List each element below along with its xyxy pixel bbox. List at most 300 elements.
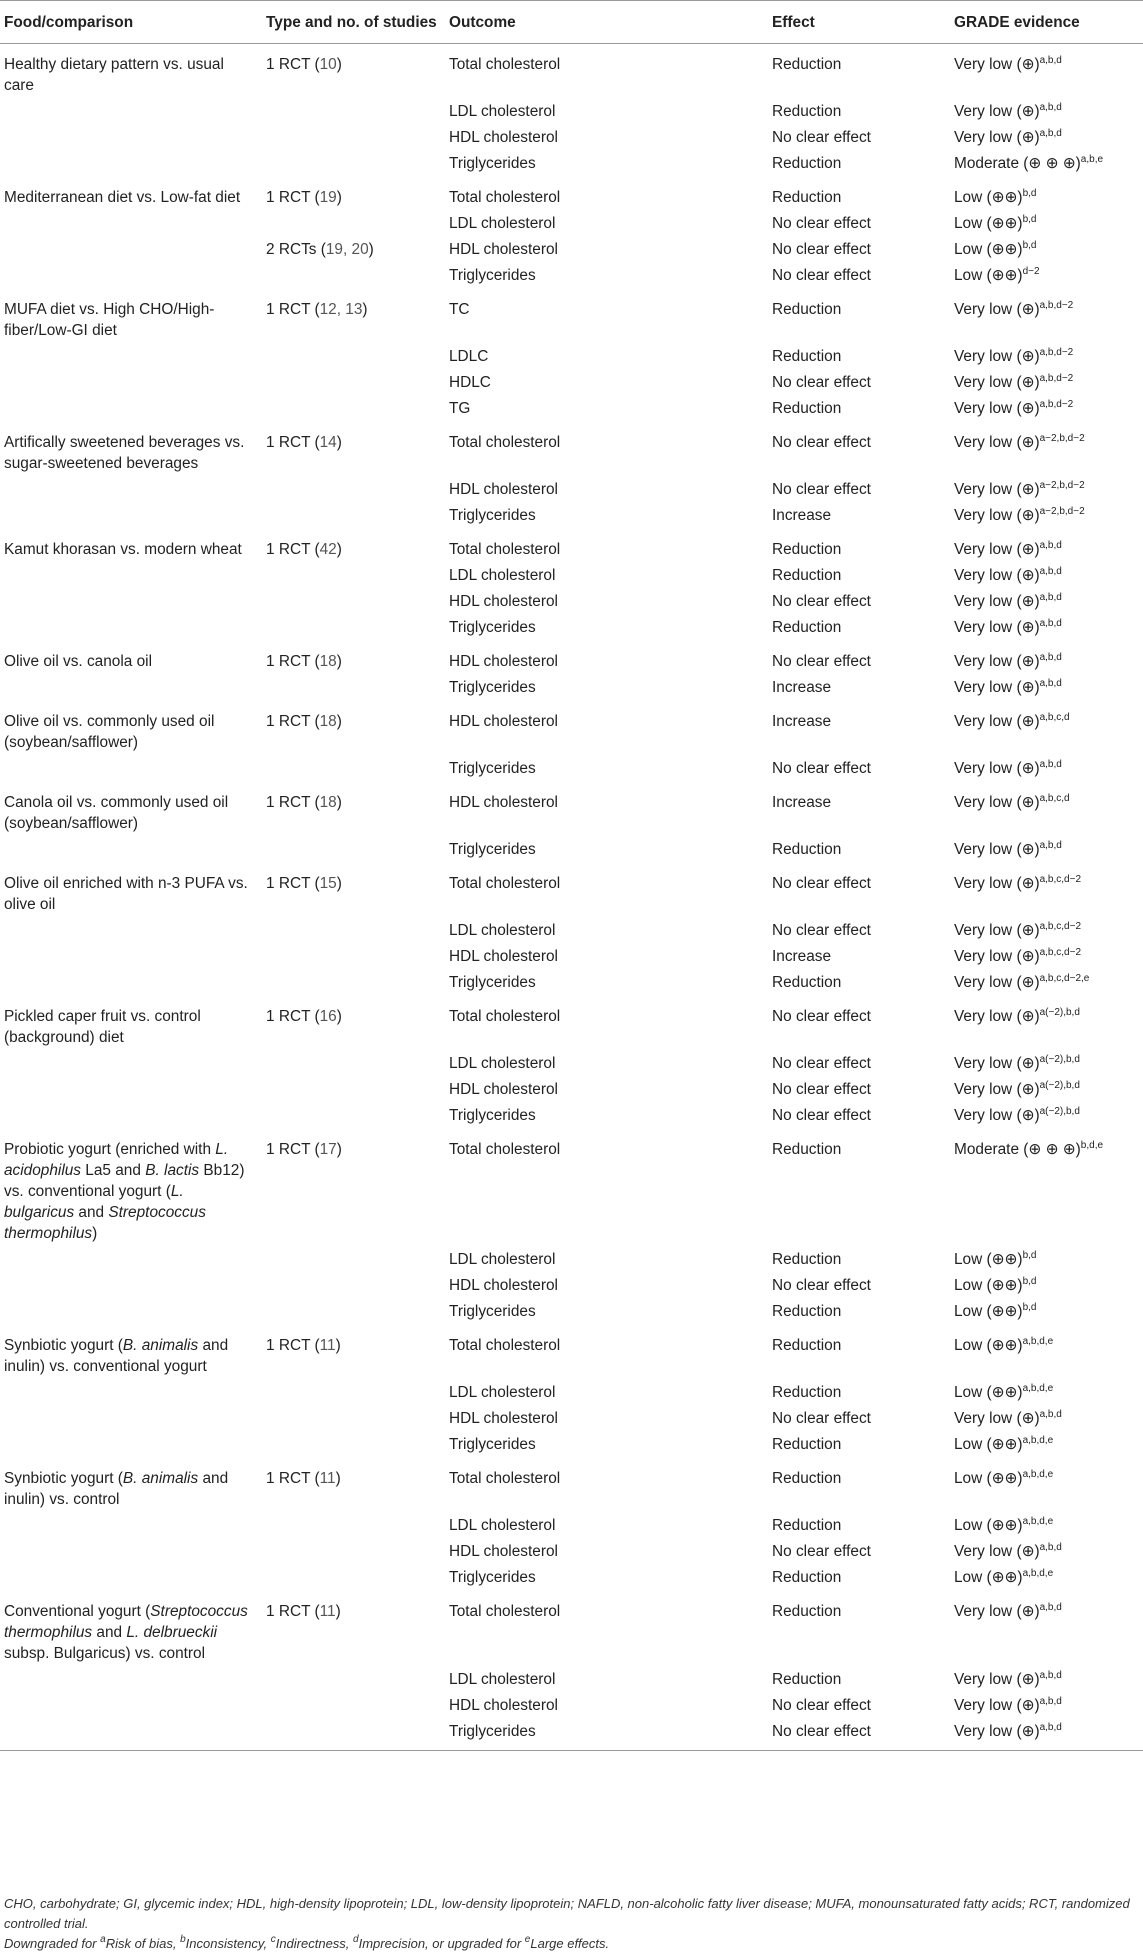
- outcome-cell: Triglycerides: [449, 267, 536, 284]
- grade-evidence-cell: [950, 615, 1143, 641]
- effect-cell: No clear effect: [772, 760, 871, 777]
- reference-link[interactable]: 17: [319, 1141, 337, 1158]
- effect-cell: Increase: [772, 794, 832, 811]
- outcome-cell: LDL cholesterol: [449, 1384, 556, 1401]
- reference-link[interactable]: 14: [319, 434, 337, 451]
- reference-link[interactable]: 18: [319, 794, 337, 811]
- grade-text: Very low (⊕): [954, 713, 1040, 730]
- grade-evidence-cell: [950, 970, 1143, 996]
- study-type-cell: [262, 237, 445, 263]
- grade-superscript: a,b,d: [1039, 1542, 1062, 1553]
- downgrade-note: [4, 1934, 1139, 1954]
- study-type-cell: [262, 1458, 445, 1513]
- grade-text: Very low (⊕): [954, 1081, 1040, 1098]
- grade-evidence-cell: [950, 1565, 1143, 1591]
- effect-cell: Reduction: [772, 1141, 842, 1158]
- table-row: [0, 1299, 1143, 1325]
- food-comparison-cell: [0, 1432, 262, 1458]
- outcome-cell: LDL cholesterol: [449, 1671, 556, 1688]
- study-type-cell: [262, 1719, 445, 1751]
- outcome-cell: Total cholesterol: [449, 875, 561, 892]
- effect-cell: Reduction: [772, 189, 842, 206]
- footnote-marker: e: [524, 1934, 531, 1945]
- grade-superscript: a,b,d: [1039, 55, 1062, 66]
- study-type-cell: [262, 1129, 445, 1247]
- food-comparison-cell: [0, 503, 262, 529]
- grade-text: Very low (⊕): [954, 1410, 1040, 1427]
- food-comparison-cell: [0, 1247, 262, 1273]
- outcome-cell: LDL cholesterol: [449, 103, 556, 120]
- effect-cell: Reduction: [772, 1470, 842, 1487]
- study-type-close: ): [335, 1337, 341, 1354]
- table-row: [0, 1103, 1143, 1129]
- grade-text: Very low (⊕): [954, 794, 1040, 811]
- effect-cell: Reduction: [772, 103, 842, 120]
- grade-superscript: a,b,d: [1039, 1409, 1062, 1420]
- grade-superscript: a,b,c,d: [1039, 712, 1070, 723]
- grade-evidence-cell: [950, 1513, 1143, 1539]
- food-comparison-cell: [0, 1299, 262, 1325]
- outcome-cell: LDL cholesterol: [449, 567, 556, 584]
- table-row: [0, 675, 1143, 701]
- grade-text: Very low (⊕): [954, 434, 1040, 451]
- grade-superscript: a,b,d: [1039, 592, 1062, 603]
- food-comparison-cell: [0, 125, 262, 151]
- grade-text: Very low (⊕): [954, 593, 1040, 610]
- grade-evidence-cell: [950, 263, 1143, 289]
- food-comparison-text: Mediterranean diet vs. Low-fat diet: [4, 189, 241, 206]
- study-type-cell: [262, 370, 445, 396]
- grade-evidence-cell: [950, 503, 1143, 529]
- grade-superscript: a,b,d: [1039, 1722, 1062, 1733]
- grade-superscript: a,b,d,e: [1022, 1568, 1054, 1579]
- food-comparison-text: Canola oil vs. commonly used oil (soybean/safflower): [4, 794, 229, 832]
- grade-text: Moderate (⊕ ⊕ ⊕): [954, 1141, 1081, 1158]
- table-row: [0, 756, 1143, 782]
- study-type-text: 1 RCT (: [266, 713, 320, 730]
- study-type-cell: [262, 1539, 445, 1565]
- table-row: [0, 641, 1143, 675]
- grade-evidence-cell: [950, 1051, 1143, 1077]
- grade-evidence-cell: [950, 44, 1143, 100]
- grade-text: Low (⊕⊕): [954, 1384, 1023, 1401]
- study-type-close: ): [336, 541, 342, 558]
- grade-superscript: b,d: [1022, 214, 1037, 225]
- food-comparison-cell: [0, 1513, 262, 1539]
- food-comparison-cell: [0, 837, 262, 863]
- grade-superscript: a,b,d: [1039, 102, 1062, 113]
- grade-text: Very low (⊕): [954, 922, 1040, 939]
- food-comparison-cell: [0, 211, 262, 237]
- grade-text: Low (⊕⊕): [954, 267, 1023, 284]
- table-header: [0, 1, 1143, 44]
- outcome-cell: Total cholesterol: [449, 1141, 561, 1158]
- study-type-cell: [262, 970, 445, 996]
- study-type-cell: [262, 918, 445, 944]
- table-row: [0, 177, 1143, 211]
- study-type-cell: [262, 344, 445, 370]
- table-row: [0, 615, 1143, 641]
- outcome-cell: HDL cholesterol: [449, 1543, 558, 1560]
- food-comparison-cell: [0, 1051, 262, 1077]
- outcome-cell: Total cholesterol: [449, 434, 561, 451]
- grade-text: Very low (⊕): [954, 875, 1040, 892]
- grade-evidence-cell: [950, 589, 1143, 615]
- grade-superscript: a,b,d−2: [1039, 347, 1074, 358]
- grade-text: Very low (⊕): [954, 400, 1040, 417]
- study-type-cell: [262, 1103, 445, 1129]
- effect-cell: No clear effect: [772, 129, 871, 146]
- grade-superscript: a−2,b,d−2: [1039, 506, 1085, 517]
- grade-superscript: a,b,d: [1039, 128, 1062, 139]
- table-row: [0, 1667, 1143, 1693]
- grade-text: Very low (⊕): [954, 948, 1040, 965]
- outcome-cell: HDL cholesterol: [449, 948, 558, 965]
- grade-superscript: a,b,d−2: [1039, 399, 1074, 410]
- study-type-cell: [262, 589, 445, 615]
- food-comparison-text: Pickled caper fruit vs. control (background) diet: [4, 1008, 201, 1046]
- grade-evidence-cell: [950, 563, 1143, 589]
- study-type-cell: [262, 503, 445, 529]
- food-comparison-cell: [0, 396, 262, 422]
- study-type-cell: [262, 177, 445, 211]
- study-type-cell: [262, 44, 445, 100]
- grade-evidence-cell: [950, 1432, 1143, 1458]
- food-comparison-cell: [0, 1539, 262, 1565]
- food-comparison-cell: [0, 944, 262, 970]
- food-comparison-cell: [0, 1667, 262, 1693]
- reference-link[interactable]: 11: [319, 1470, 336, 1487]
- outcome-cell: LDL cholesterol: [449, 1517, 556, 1534]
- grade-evidence-cell: [950, 756, 1143, 782]
- study-type-cell: [262, 1406, 445, 1432]
- grade-evidence-cell: [950, 641, 1143, 675]
- food-comparison-text: Olive oil vs. commonly used oil (soybean/safflower): [4, 713, 215, 751]
- grade-text: Very low (⊕): [954, 1603, 1040, 1620]
- food-comparison-cell: [0, 615, 262, 641]
- table-row: [0, 370, 1143, 396]
- table-row: [0, 1719, 1143, 1751]
- grade-evidence-cell: [950, 1273, 1143, 1299]
- table-row: [0, 1539, 1143, 1565]
- study-type-cell: [262, 1380, 445, 1406]
- footnote-text: Large effects.: [530, 1936, 610, 1951]
- study-type-text: 1 RCT (: [266, 56, 320, 73]
- reference-link[interactable]: 11: [319, 1603, 336, 1620]
- grade-text: Low (⊕⊕): [954, 1337, 1023, 1354]
- food-comparison-text: Synbiotic yogurt (B. animalis and inulin) vs. conventional yogurt: [4, 1337, 229, 1375]
- outcome-cell: HDL cholesterol: [449, 481, 558, 498]
- outcome-cell: Total cholesterol: [449, 541, 561, 558]
- effect-cell: No clear effect: [772, 434, 871, 451]
- table-row: [0, 837, 1143, 863]
- footnote-text: Imprecision, or upgraded for: [358, 1936, 525, 1951]
- grade-text: Very low (⊕): [954, 653, 1040, 670]
- grade-superscript: a,b,c,d−2: [1039, 921, 1082, 932]
- reference-link[interactable]: 15: [319, 875, 337, 892]
- study-type-cell: [262, 211, 445, 237]
- study-type-cell: [262, 944, 445, 970]
- study-type-close: ): [335, 1470, 341, 1487]
- study-type-cell: [262, 1667, 445, 1693]
- study-type-cell: [262, 1077, 445, 1103]
- study-type-cell: [262, 99, 445, 125]
- grade-text: Very low (⊕): [954, 760, 1040, 777]
- outcome-cell: Triglycerides: [449, 1723, 536, 1740]
- grade-text: Very low (⊕): [954, 374, 1040, 391]
- reference-link[interactable]: 10: [319, 56, 337, 73]
- reference-link[interactable]: 16: [319, 1008, 337, 1025]
- table-row: [0, 1693, 1143, 1719]
- outcome-cell: Total cholesterol: [449, 56, 561, 73]
- effect-cell: No clear effect: [772, 875, 871, 892]
- effect-cell: No clear effect: [772, 241, 871, 258]
- study-type-text: 1 RCT (: [266, 301, 320, 318]
- food-comparison-cell: [0, 177, 262, 211]
- grade-superscript: a,b,d: [1039, 566, 1062, 577]
- table-row: [0, 1051, 1143, 1077]
- outcome-cell: HDL cholesterol: [449, 1277, 558, 1294]
- table-row: [0, 396, 1143, 422]
- table-row: [0, 529, 1143, 563]
- table-row: [0, 1273, 1143, 1299]
- grade-text: Very low (⊕): [954, 301, 1040, 318]
- grade-text: Low (⊕⊕): [954, 1303, 1023, 1320]
- grade-evidence-cell: [950, 211, 1143, 237]
- footnote-marker: d: [353, 1934, 359, 1945]
- reference-link[interactable]: 11: [319, 1337, 336, 1354]
- study-type-close: ): [336, 794, 342, 811]
- food-comparison-cell: [0, 477, 262, 503]
- outcome-cell: HDL cholesterol: [449, 794, 558, 811]
- food-comparison-cell: [0, 1591, 262, 1667]
- study-type-cell: [262, 1513, 445, 1539]
- effect-cell: Reduction: [772, 974, 842, 991]
- food-comparison-cell: [0, 370, 262, 396]
- grade-evidence-cell: [950, 1693, 1143, 1719]
- study-type-cell: [262, 641, 445, 675]
- food-comparison-text: Olive oil enriched with n-3 PUFA vs. olive oil: [4, 875, 248, 913]
- grade-evidence-cell: [950, 422, 1143, 477]
- effect-cell: No clear effect: [772, 922, 871, 939]
- table-row: [0, 863, 1143, 918]
- reference-link[interactable]: 18: [319, 713, 337, 730]
- table-row: [0, 477, 1143, 503]
- table-row: [0, 1325, 1143, 1380]
- grade-evidence-cell: [950, 1299, 1143, 1325]
- outcome-cell: HDL cholesterol: [449, 593, 558, 610]
- outcome-cell: Total cholesterol: [449, 1337, 561, 1354]
- food-comparison-cell: [0, 918, 262, 944]
- reference-link[interactable]: 12, 13: [319, 301, 363, 318]
- grade-evidence-cell: [950, 1129, 1143, 1247]
- table-row: [0, 701, 1143, 756]
- food-comparison-text: Conventional yogurt (Streptococcus thermophilus and L. delbrueckii subsp. Bulgaricus) vs. control: [4, 1603, 248, 1662]
- grade-text: Low (⊕⊕): [954, 1277, 1023, 1294]
- grade-evidence-cell: [950, 289, 1143, 344]
- study-type-text: 1 RCT (: [266, 1603, 320, 1620]
- table-row: [0, 237, 1143, 263]
- study-type-cell: [262, 151, 445, 177]
- grade-evidence-cell: [950, 99, 1143, 125]
- reference-link[interactable]: 19, 20: [325, 241, 369, 258]
- effect-cell: Increase: [772, 948, 832, 965]
- study-type-cell: [262, 396, 445, 422]
- grade-superscript: a(−2),b,d: [1039, 1007, 1080, 1018]
- food-comparison-cell: [0, 99, 262, 125]
- reference-link[interactable]: 19: [319, 189, 337, 206]
- study-type-close: ): [362, 301, 368, 318]
- table-row: [0, 1591, 1143, 1667]
- grade-superscript: a,b,d: [1039, 1696, 1062, 1707]
- reference-link[interactable]: 18: [319, 653, 337, 670]
- study-type-cell: [262, 125, 445, 151]
- grade-evidence-cell: [950, 837, 1143, 863]
- grade-evidence-cell: [950, 1247, 1143, 1273]
- food-comparison-cell: [0, 529, 262, 563]
- study-type-close: ): [336, 434, 342, 451]
- outcome-cell: HDL cholesterol: [449, 129, 558, 146]
- food-comparison-text: Kamut khorasan vs. modern wheat: [4, 541, 242, 558]
- table-row: [0, 344, 1143, 370]
- effect-cell: Increase: [772, 679, 832, 696]
- study-type-close: ): [336, 713, 342, 730]
- grade-evidence-cell: [950, 1380, 1143, 1406]
- effect-cell: Reduction: [772, 841, 842, 858]
- food-comparison-cell: [0, 237, 262, 263]
- grade-superscript: a,b,c,d−2: [1039, 874, 1082, 885]
- footnote-marker: a: [100, 1934, 106, 1945]
- grade-text: Very low (⊕): [954, 1671, 1040, 1688]
- footnote-text: Inconsistency,: [185, 1936, 271, 1951]
- effect-cell: Increase: [772, 713, 832, 730]
- food-comparison-cell: [0, 1458, 262, 1513]
- food-comparison-cell: [0, 782, 262, 837]
- study-type-cell: [262, 563, 445, 589]
- grade-superscript: a,b,d,e: [1022, 1435, 1054, 1446]
- grade-superscript: a−2,b,d−2: [1039, 433, 1085, 444]
- grade-superscript: a,b,d,e: [1022, 1336, 1054, 1347]
- grade-text: Low (⊕⊕): [954, 1470, 1023, 1487]
- study-type-close: ): [336, 56, 342, 73]
- grade-text: Very low (⊕): [954, 129, 1040, 146]
- food-comparison-cell: [0, 289, 262, 344]
- effect-cell: Reduction: [772, 1569, 842, 1586]
- table-row: [0, 944, 1143, 970]
- grade-evidence-cell: [950, 344, 1143, 370]
- effect-cell: No clear effect: [772, 1107, 871, 1124]
- grade-text: Very low (⊕): [954, 679, 1040, 696]
- grade-evidence-cell: [950, 1406, 1143, 1432]
- grade-superscript: a,b,d−2: [1039, 373, 1074, 384]
- study-type-cell: [262, 422, 445, 477]
- study-type-cell: [262, 263, 445, 289]
- header-type-no-studies: Type and no. of studies: [266, 14, 437, 31]
- grade-superscript: a,b,d: [1039, 1670, 1062, 1681]
- grade-evidence-cell: [950, 782, 1143, 837]
- effect-cell: No clear effect: [772, 653, 871, 670]
- grade-text: Very low (⊕): [954, 56, 1040, 73]
- grade-superscript: a,b,d,e: [1022, 1516, 1054, 1527]
- outcome-cell: HDLC: [449, 374, 491, 391]
- study-type-cell: [262, 1247, 445, 1273]
- grade-superscript: d−2: [1022, 266, 1040, 277]
- outcome-cell: TG: [449, 400, 471, 417]
- table-row: [0, 99, 1143, 125]
- grade-superscript: b,d: [1022, 188, 1037, 199]
- grade-superscript: a,b,d: [1039, 759, 1062, 770]
- grade-evidence-cell: [950, 151, 1143, 177]
- grade-superscript: b,d: [1022, 1276, 1037, 1287]
- effect-cell: No clear effect: [772, 1055, 871, 1072]
- food-comparison-cell: [0, 422, 262, 477]
- food-comparison-cell: [0, 1380, 262, 1406]
- grade-evidence-cell: [950, 675, 1143, 701]
- study-type-text: 1 RCT (: [266, 875, 320, 892]
- food-comparison-cell: [0, 1406, 262, 1432]
- outcome-cell: HDL cholesterol: [449, 713, 558, 730]
- food-comparison-cell: [0, 1693, 262, 1719]
- grade-superscript: a,b,c,d−2,e: [1039, 973, 1090, 984]
- table-row: [0, 125, 1143, 151]
- food-comparison-text: Synbiotic yogurt (B. animalis and inulin) vs. control: [4, 1470, 229, 1508]
- table-footnotes: [4, 1894, 1139, 1954]
- grade-evidence-cell: [950, 1077, 1143, 1103]
- grade-text: Very low (⊕): [954, 567, 1040, 584]
- study-type-text: 1 RCT (: [266, 434, 320, 451]
- grade-text: Very low (⊕): [954, 1008, 1040, 1025]
- effect-cell: Reduction: [772, 155, 842, 172]
- effect-cell: Reduction: [772, 1671, 842, 1688]
- effect-cell: No clear effect: [772, 1723, 871, 1740]
- food-comparison-text: Olive oil vs. canola oil: [4, 653, 152, 670]
- outcome-cell: Triglycerides: [449, 155, 536, 172]
- grade-evidence-cell: [950, 529, 1143, 563]
- grade-text: Low (⊕⊕): [954, 1436, 1023, 1453]
- effect-cell: Reduction: [772, 1337, 842, 1354]
- study-type-cell: [262, 1051, 445, 1077]
- food-comparison-cell: [0, 1325, 262, 1380]
- effect-cell: Reduction: [772, 619, 842, 636]
- grade-text: Low (⊕⊕): [954, 1251, 1023, 1268]
- grade-superscript: a−2,b,d−2: [1039, 480, 1085, 491]
- outcome-cell: Triglycerides: [449, 507, 536, 524]
- study-type-text: 1 RCT (: [266, 794, 320, 811]
- study-type-text: 2 RCTs (: [266, 241, 326, 258]
- effect-cell: No clear effect: [772, 1277, 871, 1294]
- study-type-text: 1 RCT (: [266, 1470, 320, 1487]
- reference-link[interactable]: 42: [319, 541, 337, 558]
- study-type-close: ): [336, 653, 342, 670]
- food-comparison-cell: [0, 641, 262, 675]
- grade-text: Very low (⊕): [954, 841, 1040, 858]
- outcome-cell: Triglycerides: [449, 1303, 536, 1320]
- effect-cell: Reduction: [772, 348, 842, 365]
- table-row: [0, 1077, 1143, 1103]
- grade-evidence-cell: [950, 237, 1143, 263]
- grade-superscript: a,b,d: [1039, 652, 1062, 663]
- outcome-cell: Total cholesterol: [449, 1603, 561, 1620]
- table-row: [0, 289, 1143, 344]
- grade-text: Very low (⊕): [954, 1055, 1040, 1072]
- study-type-cell: [262, 1299, 445, 1325]
- table-row: [0, 263, 1143, 289]
- grade-evidence-cell: [950, 1325, 1143, 1380]
- food-comparison-cell: [0, 701, 262, 756]
- footnote-text: Indirectness,: [275, 1936, 354, 1951]
- grade-evidence-cell: [950, 863, 1143, 918]
- outcome-cell: Total cholesterol: [449, 1470, 561, 1487]
